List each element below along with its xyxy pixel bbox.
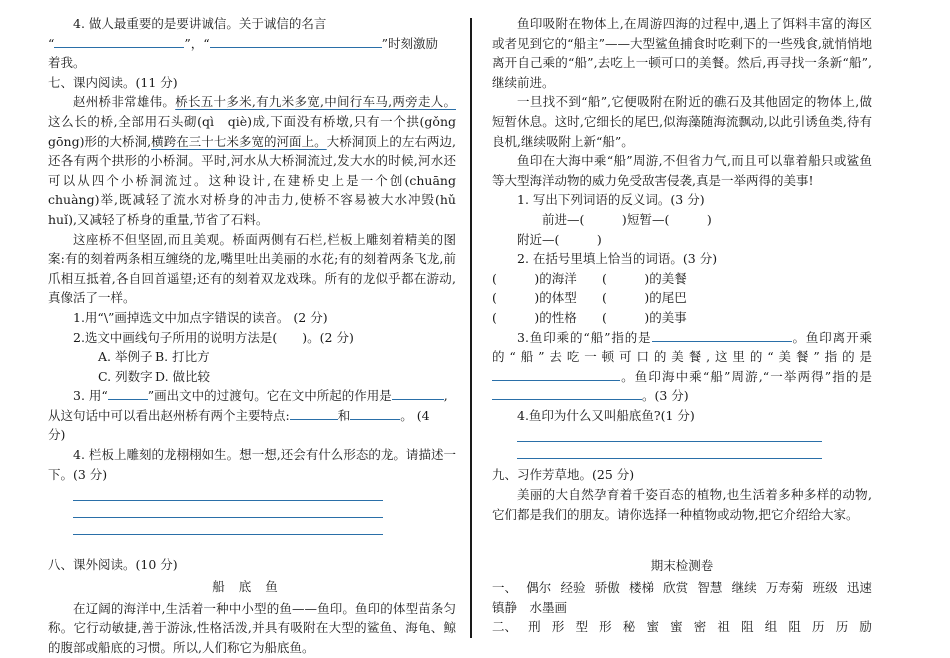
option-d[interactable]: D. 做比较 (155, 368, 211, 384)
p1-mid: 这么长的桥,全部用石头砌(qì qiè)成,下面没有桥墩,只有一个拱(gǒng gōng)形的大桥洞, (48, 113, 456, 149)
q4-blanks-line (48, 34, 456, 54)
fill-row-2 (492, 288, 872, 308)
antonym-blank-1[interactable]: 前进—( ) (542, 211, 627, 227)
answer-line[interactable] (517, 446, 822, 459)
q3-c: 从这句话中可以看出赵州桥有两个主要特点: (48, 407, 290, 423)
answer-char: 秘 (622, 619, 636, 635)
answer-word: 楼梯 (628, 580, 654, 596)
q4-text: 4. 做人最重要的是要讲诚信。关于诚信的名言 (73, 16, 327, 31)
r3-answer-blank-3[interactable] (492, 386, 642, 400)
q2-options-row-1 (48, 347, 456, 367)
quote-mid: ”，“ (184, 35, 210, 51)
section-8-title: 八、课外阅读。(10 分) (48, 557, 178, 573)
answer-word: 智慧 (697, 580, 723, 596)
r-question-3 (492, 328, 872, 406)
antonym-blank-2[interactable]: 短暂—( ) (627, 211, 712, 227)
fill-blank[interactable]: ( )的性格 (492, 309, 577, 325)
q4-answer-blank-2[interactable] (210, 34, 382, 48)
reading-paragraph-1 (48, 92, 456, 229)
answer-char: 刑 (528, 619, 541, 635)
q2-options-row-2 (48, 367, 456, 387)
answer-char: 密 (693, 619, 707, 635)
r3-answer-blank-2[interactable] (492, 367, 620, 381)
answer-line[interactable] (73, 522, 383, 535)
answer-line[interactable] (73, 505, 383, 518)
question-1: 1.用“\”画掉选文中加点字错误的读音。 (2 分) (73, 309, 328, 325)
reading-paragraph-2: 这座桥不但坚固,而且美观。桥面两侧有石栏,栏板上雕刻着精美的图案:有的刻着两条相互缠绕的龙,嘴里吐出美丽的水花;有的刻着两条飞龙,前爪相互抵着,各自回首遥望;还有的刻着双龙戏珠。所有的龙似乎都在游动,真像活了一样。 (48, 231, 456, 306)
r3-d: 。(3 分) (642, 388, 689, 404)
answer-line[interactable] (73, 488, 383, 501)
answer-char: 励 (859, 619, 872, 635)
r-question-4: 4.鱼印为什么又叫船底鱼?(1 分) (517, 407, 695, 423)
question-2: 2.选文中画线句子所用的说明方法是( )。(2 分) (73, 329, 354, 345)
p1-end: 大桥洞顶上的左右两边,还各有两个拱形的小桥洞。平时,河水从大桥洞流过,发大水的时候,河水还可以从四个小桥洞流过。这种设计,在建桥史上是一个创(chuāng chuàng)举,既减轻了流水对桥身的冲击力,使桥不容易被大水冲毁(hǔ huǐ),又减轻了桥身的重量,节省了石料。 (48, 133, 456, 227)
q3-mark-blank (108, 386, 148, 400)
answer-label: 一、 (492, 580, 518, 596)
section-7-title: 七、课内阅读。(11 分) (48, 74, 178, 90)
q3-answer-blank-2[interactable] (290, 406, 338, 420)
q3-d: 和 (337, 407, 351, 423)
answer-word: 继续 (731, 580, 757, 596)
question-3: 3. 用“ ”画出文中的过渡句。它在文中所起的作用是 , (73, 388, 448, 404)
column-divider (470, 18, 472, 638)
antonym-blank-3[interactable]: 附近—( ) (517, 231, 602, 247)
answer-char: 历 (812, 619, 825, 635)
antonym-row-1 (492, 210, 872, 230)
option-a[interactable]: A. 举例子 (98, 349, 153, 365)
q4-line (48, 14, 456, 34)
question-3-cont (48, 406, 456, 426)
answer-word: 迅速 (846, 580, 872, 596)
underlined-sentence-1: 桥长五十多米,有九米多宽,中间行车马,两旁走人。 (175, 94, 456, 110)
story-paragraph-2: 鱼印吸附在物体上,在周游四海的过程中,遇上了饵料丰富的海区或者见到它的“船主”——大型鲨鱼捕食时吃剩下的一些残食,就悄悄地离开自己乘的“船”,去吃上一顿可口的美餐。然后,再寻找一条新“船”,继续前进。 (492, 16, 872, 90)
fill-row-3 (492, 308, 872, 328)
story-paragraph-4: 鱼印在大海中乘“船”周游,不但省力气,而且可以靠着船只或鲨鱼等大型海洋动物的威力免受敌害侵袭,真是一举两得的美事! (492, 153, 872, 188)
q3-a: 3. 用“ (73, 388, 108, 404)
answer-char: 蜜 (646, 619, 659, 635)
writing-prompt: 美丽的大自然孕育着千姿百态的植物,也生活着多种多样的动物,它们都是我们的朋友。请你选择一种植物或动物,把它介绍给大家。 (492, 487, 872, 522)
answer-char: 阻 (788, 619, 801, 635)
story-paragraph-3: 一旦找不到“船”,它便吸附在附近的礁石及其他固定的物体上,做短暂休息。这时,它细长的尾巴,似海藻随海流飘动,以此引诱鱼类,待有良机,继续吸附上新“船”。 (492, 94, 872, 149)
answer-char: 蜜 (670, 619, 683, 635)
q4-answer-blank-1[interactable] (54, 34, 184, 48)
section-9-title: 九、习作芳草地。(25 分) (492, 467, 635, 483)
r-question-1: 1. 写出下列词语的反义词。(3 分) (517, 192, 705, 208)
q3-answer-blank-3[interactable] (350, 406, 400, 420)
answer-char: 祖 (717, 619, 730, 635)
fill-blank[interactable]: ( )的体型 (492, 290, 577, 306)
fill-blank[interactable]: ( )的美餐 (602, 270, 687, 286)
fill-row-1 (492, 269, 872, 289)
r4-answer-lines[interactable] (517, 429, 822, 459)
p1-start: 赵州桥非常雄伟。 (73, 94, 176, 110)
q4-line-end: 着我。 (48, 55, 86, 71)
q3-points: 分) (48, 427, 66, 443)
r3-c: 。鱼印海中乘“船”周游,“一举两得”指的是 (620, 368, 872, 384)
q4-suffix: ”时刻激励 (381, 35, 439, 51)
answer-line[interactable] (517, 429, 822, 442)
story-paragraph-1: 在辽阔的海洋中,生活着一种中小型的鱼——鱼印。鱼印的体型苗条匀称。它行动敏捷,善于游泳,性格活泼,并具有吸附在大型的鲨鱼、海龟、鲸的腹部或船底的习惯。所以,人们称它为船底鱼。 (48, 600, 456, 656)
answer-row-1-cont: 镇静 水墨画 (492, 599, 568, 615)
r3-answer-blank-1[interactable] (652, 328, 792, 342)
answer-char: 组 (764, 619, 778, 635)
answer-label: 二、 (492, 619, 518, 635)
fill-blank[interactable]: ( )的美事 (602, 309, 687, 325)
answer-word: 骄傲 (594, 580, 620, 596)
right-column (492, 14, 872, 637)
answer-char: 阻 (741, 619, 754, 635)
left-column (48, 14, 456, 658)
r3-a: 3.鱼印乘的“船”指的是 (517, 329, 652, 345)
r3-b: 。鱼印离开乘的“船”去吃一顿可口的美餐,这里的“美餐”指的是 (492, 329, 872, 365)
answer-row-1 (492, 578, 872, 598)
q3-answer-blank-1[interactable] (392, 386, 444, 400)
answer-word: 万寿菊 (765, 580, 804, 596)
underlined-sentence-2: 横跨在三十七米多宽的河面上。 (151, 133, 327, 149)
answer-word: 班级 (812, 580, 838, 596)
q3-b: ”画出文中的过渡句。它在文中所起的作用是 (147, 388, 392, 404)
fill-blank[interactable]: ( )的尾巴 (602, 290, 687, 306)
option-b[interactable]: B. 打比方 (155, 349, 210, 365)
q4-answer-lines[interactable] (73, 488, 383, 535)
answer-word: 欣赏 (663, 580, 689, 596)
answer-key-title: 期末检测卷 (650, 558, 714, 574)
answer-char: 形 (551, 619, 565, 635)
option-c[interactable]: C. 列数字 (98, 368, 153, 384)
answer-char: 历 (835, 619, 849, 635)
answer-row-2 (492, 617, 872, 637)
quote-open: “ (48, 35, 55, 51)
r-question-2: 2. 在括号里填上恰当的词语。(3 分) (517, 251, 718, 267)
answer-word: 经验 (560, 580, 586, 596)
fill-blank[interactable]: ( )的海洋 (492, 270, 577, 286)
answer-char: 形 (599, 619, 612, 635)
q3-e: 。 (4 (400, 407, 430, 423)
story-title: 船底鱼 (212, 578, 292, 594)
question-4: 4. 栏板上雕刻的龙栩栩如生。想一想,还会有什么形态的龙。请描述一下。(3 分) (48, 447, 456, 482)
answer-word: 偶尔 (526, 580, 552, 596)
answer-char: 型 (575, 619, 588, 635)
q2-options (48, 347, 456, 386)
